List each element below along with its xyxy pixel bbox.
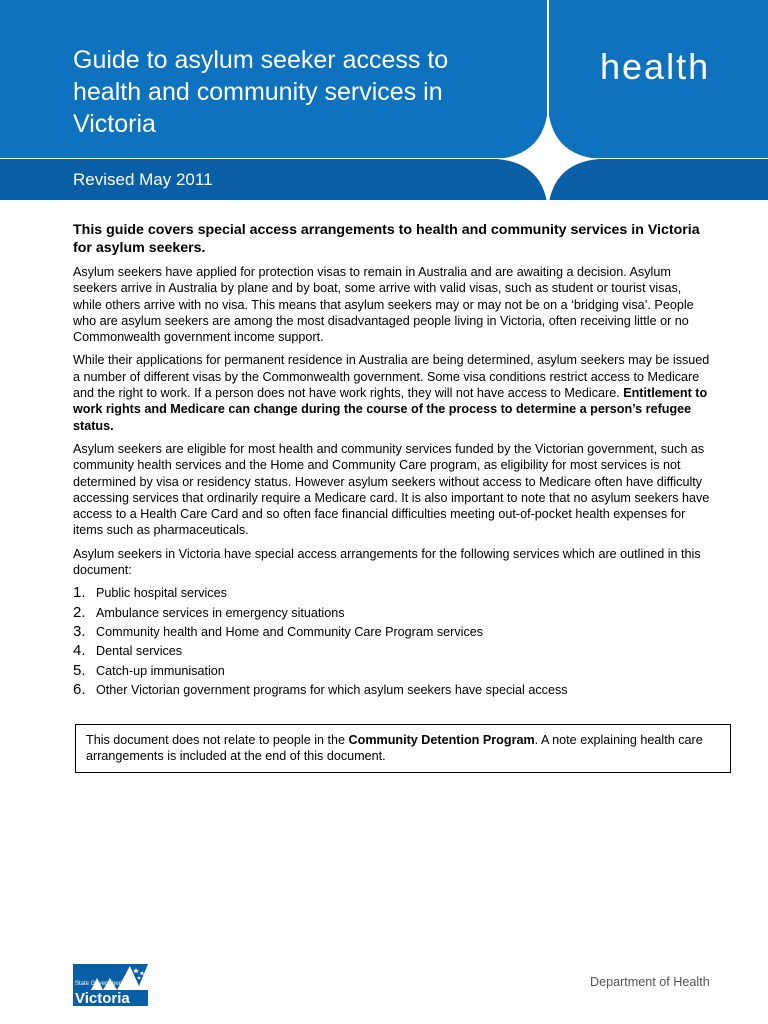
list-item-label: Community health and Home and Community Care Program services (96, 624, 484, 639)
note-text-bold: Community Detention Program (348, 733, 535, 747)
lead-paragraph: This guide covers special access arrangements to health and community services in Victoria for asylum seekers. (73, 222, 700, 256)
paragraph-1: Asylum seekers have applied for protection visas to remain in Australia and are awaiting a decision. Asylum seekers arrive in Australia by plane and by boat, some arrive with valid visas, such as student or tourist visas, while others arrive with no visa. This means that asylum seekers may or may not be on a ‘bridging visa’. People who are asylum seekers are among the most disadvantaged people living in Victoria, often receiving little or no Commonwealth government income support. (73, 265, 694, 345)
state-government-victoria-logo (73, 964, 148, 1006)
list-item-label: Ambulance services in emergency situations (96, 605, 345, 620)
community-detention-note (75, 724, 731, 773)
paragraph-2 (73, 352, 713, 433)
header-banner (0, 0, 768, 200)
logo-small-text: State Government (75, 981, 124, 987)
list-item (73, 585, 713, 604)
list-item-number: 1. (73, 584, 86, 602)
list-item-label: Other Victorian government programs for which asylum seekers have special access (96, 682, 568, 697)
list-item (73, 624, 713, 643)
paragraph-2-text: While their applications for permanent residence in Australia are being determined, asylum seekers may be issued a number of different visas by the Commonwealth government. Some visa conditions restrict access to Medicare and the right to work. If a person does not have work rights, they will not have access to Medicare. (73, 353, 710, 401)
list-item-label: Public hospital services (96, 586, 227, 601)
list-item-number: 5. (73, 661, 86, 679)
revised-date: Revised May 2011 (73, 170, 213, 189)
list-item-number: 3. (73, 622, 86, 640)
paragraph-3: Asylum seekers are eligible for most health and community services funded by the Victorian government, such as community health services and the Home and Community Care program, as eligibility for most services is not determined by visa or residency status. However asylum seekers without access to Medicare often have difficulty accessing services that ordinarily require a Medicare card. It is also important to note that no asylum seekers have access to a Health Care Card and so often face financial difficulties meeting out-of-pocket health expenses for items such as pharmaceuticals. (73, 441, 710, 538)
list-item-label: Catch-up immunisation (96, 663, 225, 678)
document-title: Guide to asylum seeker access to health and community services in Victoria (73, 46, 449, 138)
services-list (73, 585, 713, 701)
list-item (73, 663, 713, 682)
list-item-label: Dental services (96, 644, 183, 659)
list-item (73, 605, 713, 624)
banner-divider-line (0, 158, 768, 159)
list-item-number: 4. (73, 642, 86, 660)
list-item-number: 6. (73, 680, 86, 698)
note-text-before: This document does not relate to people in the (86, 733, 349, 747)
department-name: Department of Health (590, 975, 710, 989)
brand-wordmark: health (600, 46, 711, 87)
list-item-number: 2. (73, 603, 86, 621)
paragraph-4: Asylum seekers in Victoria have special access arrangements for the following services which are outlined in this document: (73, 546, 701, 578)
paragraph-2-bold: Entitlement to work rights and Medicare can change during the course of the process to determine a person’s refugee status. (73, 386, 708, 433)
note-text-after: . A note explaining health care arrangements is included at the end of this document. (86, 733, 703, 764)
list-item (73, 682, 713, 701)
list-item (73, 643, 713, 662)
logo-word: Victoria (75, 990, 130, 1006)
main-content (73, 221, 713, 701)
